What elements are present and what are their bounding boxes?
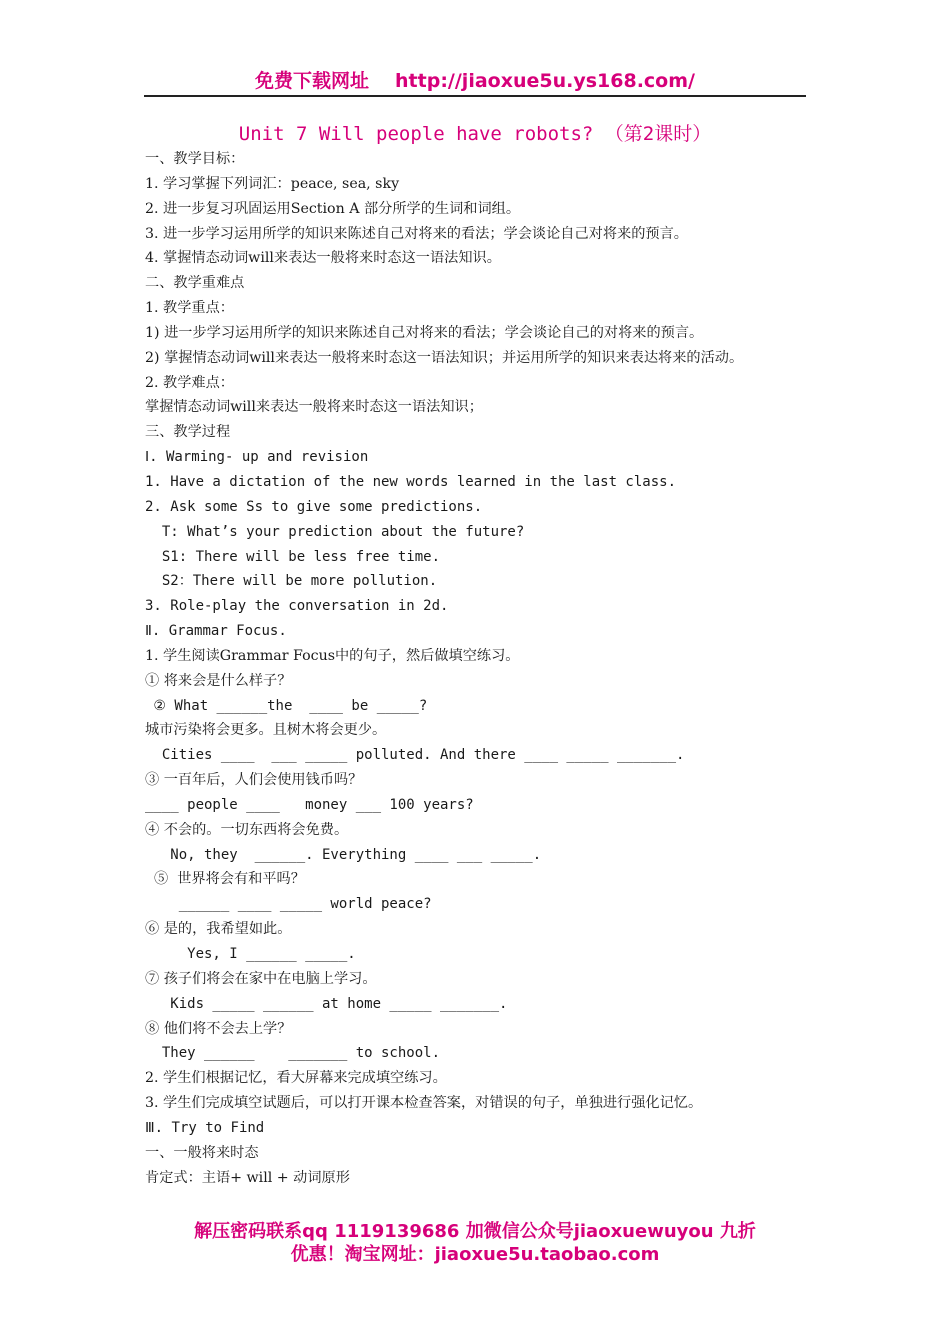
text-line: 2. 进一步复习巩固运用Section A 部分所学的生词和词组。 [145, 200, 521, 217]
text-line: 2. 教学难点： [145, 374, 234, 391]
document-body [145, 147, 810, 1190]
text-line: 1. 学生阅读Grammar Focus中的句子，然后做填空练习。 [145, 647, 520, 664]
page-header [144, 66, 806, 93]
text-line: No, they ______. Everything ____ ___ _____. [145, 846, 542, 863]
page-footer [144, 1220, 806, 1266]
text-line: 二、教学重难点 [145, 275, 245, 292]
text-line: 2) 掌握情态动词will来表达一般将来时态这一语法知识；并运用所学的知识来表达将来的活动。 [145, 349, 744, 366]
text-line: ⑦ 孩子们将会在家中在电脑上学习。 [145, 970, 377, 987]
text-line: 3. 进一步学习运用所学的知识来陈述自己对将来的看法；学会谈论自己对将来的预言。 [145, 225, 688, 242]
text-line: S1: There will be less free time. [145, 548, 441, 565]
document-title: Unit 7 Will people have robots? （第2课时） [238, 123, 712, 145]
text-line: ② What ______the ____ be _____? [145, 697, 428, 714]
text-line: 掌握情态动词will来表达一般将来时态这一语法知识； [145, 399, 483, 416]
text-line: 2. Ask some Ss to give some predictions. [145, 498, 483, 515]
text-line: ④ 不会的。一切东西将会免费。 [145, 821, 349, 838]
text-line: T: What’s your prediction about the future? [145, 523, 525, 540]
text-line: Ⅱ. Grammar Focus. [145, 623, 287, 640]
text-line: ______ ____ _____ world peace? [145, 896, 432, 913]
text-line: Kids _____ ______ at home _____ _______. [145, 995, 508, 1012]
text-line: 3. Role-play the conversation in 2d. [145, 598, 449, 615]
header-url[interactable]: http://jiaoxue5u.ys168.com/ [395, 70, 695, 92]
text-line: Yes, I ______ _____. [145, 946, 356, 962]
text-line: ③ 一百年后，人们会使用钱币吗？ [145, 772, 363, 789]
text-line: 4. 掌握情态动词will来表达一般将来时态这一语法知识。 [145, 250, 501, 267]
text-line: 城市污染将会更多。且树木将会更少。 [145, 722, 387, 739]
text-line: ⑥ 是的，我希望如此。 [145, 921, 292, 938]
text-line: 三、教学过程 [145, 424, 231, 441]
text-line: Ⅲ. Try to Find [145, 1119, 265, 1136]
text-line: 1) 进一步学习运用所学的知识来陈述自己对将来的看法；学会谈论自己的对将来的预言。 [145, 324, 704, 341]
text-line: ____ people ____ money ___ 100 years? [145, 796, 474, 813]
text-line: 2. 学生们根据记忆，看大屏幕来完成填空练习。 [145, 1070, 447, 1087]
footer-line-2: 优惠！淘宝网址：jiaoxue5u.taobao.com [290, 1244, 660, 1265]
text-line: 一、教学目标： [145, 151, 245, 167]
text-line: ① 将来会是什么样子？ [145, 672, 292, 689]
text-line: They ______ _______ to school. [145, 1045, 441, 1062]
text-line: ⑧ 他们将不会去上学？ [145, 1020, 292, 1037]
text-line: Ⅰ. Warming- up and revision [145, 449, 369, 466]
footer-line-1: 解压密码联系qq 1119139686 加微信公众号jiaoxuewuyou 九折 [194, 1221, 756, 1242]
text-line: 3. 学生们完成填空试题后，可以打开课本检查答案，对错误的句子，单独进行强化记忆。 [145, 1095, 703, 1112]
header-label: 免费下载网址 [255, 70, 370, 92]
text-line: ⑤ 世界将会有和平吗？ [145, 871, 305, 888]
text-line: 1. 教学重点： [145, 300, 234, 317]
text-line: 一、一般将来时态 [145, 1144, 259, 1161]
text-line: 肯定式：主语+ will + 动词原形 [145, 1169, 350, 1186]
header-divider [144, 95, 806, 97]
text-line: 1. Have a dictation of the new words learned in the last class. [145, 473, 677, 490]
text-line: S2：There will be more pollution. [145, 573, 438, 590]
text-line: Cities ____ ___ _____ polluted. And there ____ _____ _______. [145, 747, 685, 764]
text-line: 1. 学习掌握下列词汇：peace, sea, sky [145, 175, 400, 192]
